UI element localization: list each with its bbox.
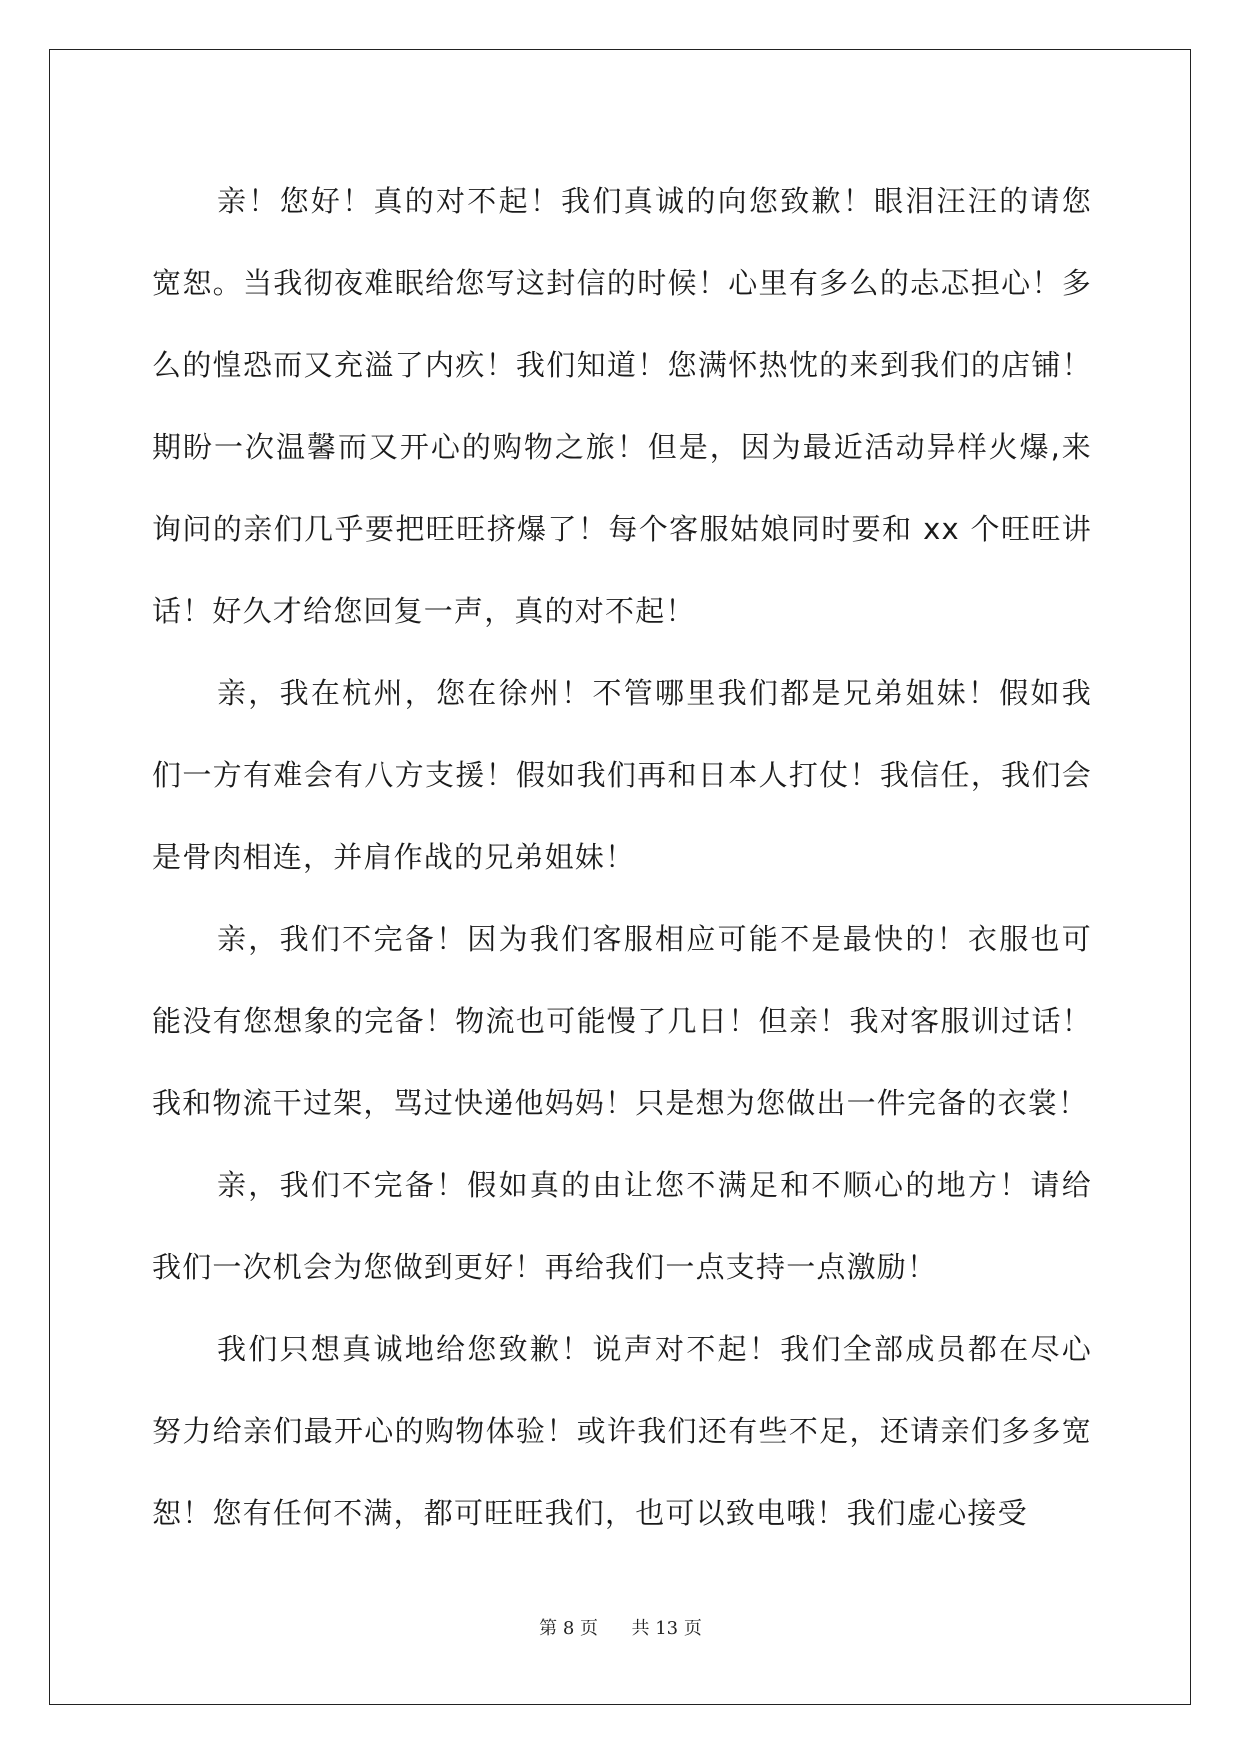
- paragraph-3: 亲，我们不完备！因为我们客服相应可能不是最快的！衣服也可能没有您想象的完备！物流也可能慢了几日！但亲！我对客服训过话！我和物流干过架，骂过快递他妈妈！只是想为您做出一件完备的衣裳！: [152, 922, 1092, 1120]
- document-body: [152, 160, 1092, 1554]
- paragraph-2: 亲，我在杭州，您在徐州！不管哪里我们都是兄弟姐妹！假如我们一方有难会有八方支援！假如我们再和日本人打仗！我信任，我们会是骨肉相连，并肩作战的兄弟姐妹！: [152, 676, 1092, 874]
- page-footer: [0, 1614, 1241, 1640]
- paragraph-5: 我们只想真诚地给您致歉！说声对不起！我们全部成员都在尽心努力给亲们最开心的购物体验！或许我们还有些不足，还请亲们多多宽恕！您有任何不满，都可旺旺我们，也可以致电哦！我们虚心接受: [152, 1332, 1092, 1530]
- page-number-total: 共 13 页: [631, 1618, 702, 1639]
- page-number-current: 第 8 页: [539, 1618, 599, 1639]
- paragraph-4: 亲，我们不完备！假如真的由让您不满足和不顺心的地方！请给我们一次机会为您做到更好！再给我们一点支持一点激励！: [152, 1168, 1092, 1284]
- paragraph-1: 亲！您好！真的对不起！我们真诚的向您致歉！眼泪汪汪的请您宽恕。当我彻夜难眠给您写这封信的时候！心里有多么的忐忑担心！多么的惶恐而又充溢了内疚！我们知道！您满怀热忱的来到我们的店铺！期盼一次温馨而又开心的购物之旅！但是，因为最近活动异样火爆,来询问的亲们几乎要把旺旺挤爆了！每个客服姑娘同时要和 xx 个旺旺讲话！好久才给您回复一声，真的对不起！: [152, 184, 1092, 628]
